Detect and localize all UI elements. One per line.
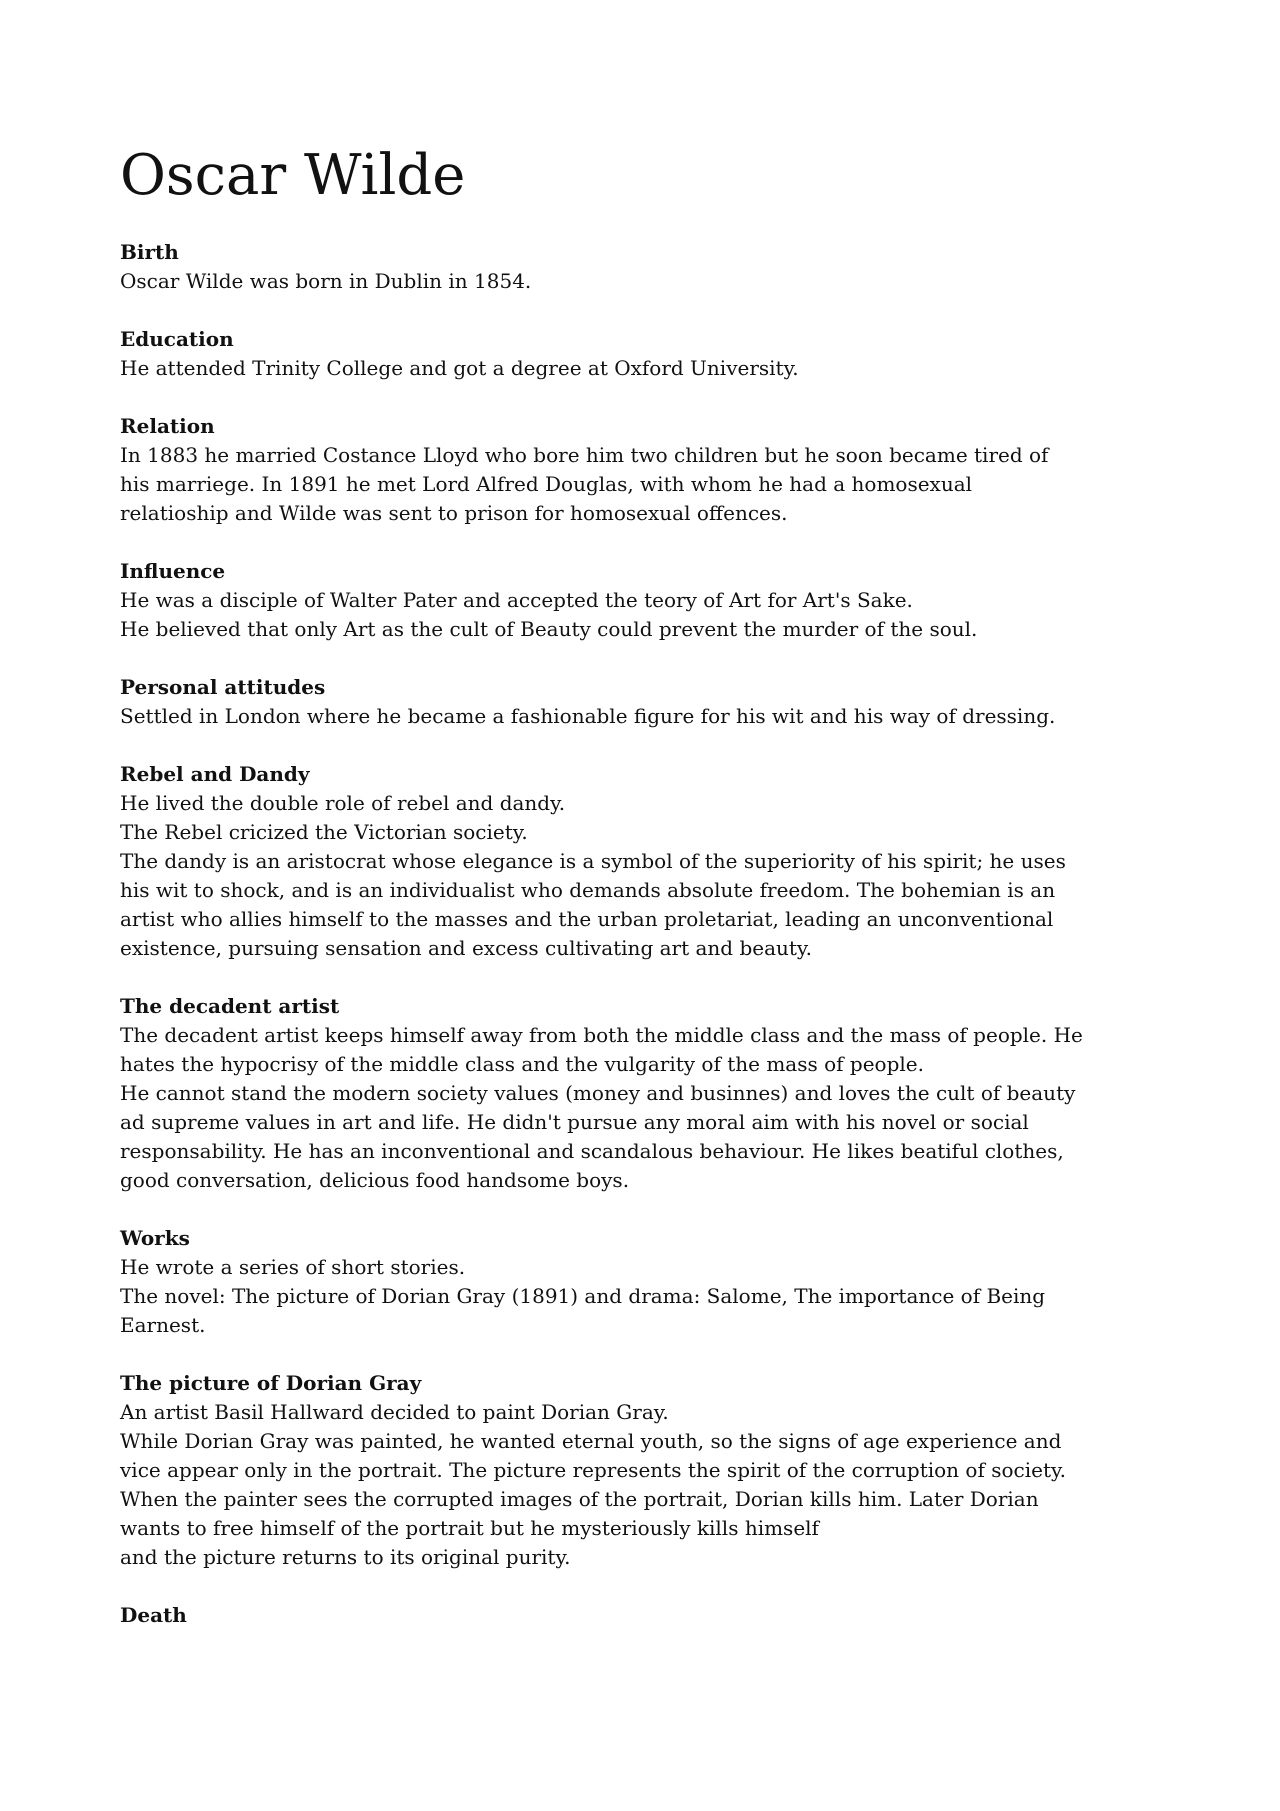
section-heading: Works (120, 1226, 190, 1250)
section-education (120, 325, 1180, 383)
section-the-picture-of-dorian-gray (120, 1369, 1180, 1572)
section-text-line: Settled in London where he became a fashionable figure for his wit and his way of dressing. (120, 704, 1056, 728)
section-relation (120, 412, 1180, 528)
section-text-line: The Rebel cricized the Victorian society. (120, 820, 528, 844)
section-heading: Personal attitudes (120, 675, 326, 699)
section-text-line: and the picture returns to its original purity. (120, 1545, 571, 1569)
section-text-line: responsability. He has an inconventional and scandalous behaviour. He likes beatiful clothes, (120, 1139, 1064, 1163)
section-text-line: his wit to shock, and is an individualist who demands absolute freedom. The bohemian is an (120, 878, 1056, 902)
section-heading: Influence (120, 559, 226, 583)
section-heading: Rebel and Dandy (120, 762, 310, 786)
section-text-line: relatioship and Wilde was sent to prison for homosexual offences. (120, 501, 788, 525)
section-text-line: artist who allies himself to the masses and the urban proletariat, leading an unconventional (120, 907, 1054, 931)
page-title: Oscar Wilde (120, 143, 466, 208)
section-text-line: Oscar Wilde was born in Dublin in 1854. (120, 269, 532, 293)
section-text-line: He lived the double role of rebel and dandy. (120, 791, 566, 815)
section-rebel-and-dandy (120, 760, 1180, 963)
section-text-line: When the painter sees the corrupted images of the portrait, Dorian kills him. Later Dorian (120, 1487, 1039, 1511)
section-text-line: He believed that only Art as the cult of Beauty could prevent the murder of the soul. (120, 617, 978, 641)
section-text-line: The novel: The picture of Dorian Gray (1891) and drama: Salome, The importance of Being (120, 1284, 1046, 1308)
section-text-line: While Dorian Gray was painted, he wanted eternal youth, so the signs of age experience and (120, 1429, 1062, 1453)
section-heading: The decadent artist (120, 994, 340, 1018)
section-personal-attitudes (120, 673, 1180, 731)
section-heading: Birth (120, 240, 179, 264)
section-text-line: wants to free himself of the portrait but he mysteriously kills himself (120, 1516, 819, 1540)
section-heading: The picture of Dorian Gray (120, 1371, 422, 1395)
section-text-line: He attended Trinity College and got a degree at Oxford University. (120, 356, 799, 380)
section-text-line: The decadent artist keeps himself away from both the middle class and the mass of people. He (120, 1023, 1083, 1047)
section-the-decadent-artist (120, 992, 1180, 1195)
section-text-line: vice appear only in the portrait. The picture represents the spirit of the corruption of society. (120, 1458, 1066, 1482)
section-text-line: He cannot stand the modern society values (money and businnes) and loves the cult of beauty (120, 1081, 1076, 1105)
sections-container (120, 238, 1180, 1630)
section-text-line: hates the hypocrisy of the middle class and the vulgarity of the mass of people. (120, 1052, 924, 1076)
section-text-line: An artist Basil Hallward decided to paint Dorian Gray. (120, 1400, 669, 1424)
document-content (120, 143, 1180, 1659)
section-text-line: He was a disciple of Walter Pater and accepted the teory of Art for Art's Sake. (120, 588, 913, 612)
section-text-line: The dandy is an aristocrat whose elegance is a symbol of the superiority of his spirit; he uses (120, 849, 1066, 873)
section-text-line: existence, pursuing sensation and excess cultivating art and beauty. (120, 936, 812, 960)
section-works (120, 1224, 1180, 1340)
section-text-line: In 1883 he married Costance Lloyd who bore him two children but he soon became tired of (120, 443, 1049, 467)
section-heading: Relation (120, 414, 215, 438)
section-text-line: He wrote a series of short stories. (120, 1255, 466, 1279)
section-text-line: Earnest. (120, 1313, 206, 1337)
section-text-line: good conversation, delicious food handsome boys. (120, 1168, 630, 1192)
section-text-line: his marriege. In 1891 he met Lord Alfred Douglas, with whom he had a homosexual (120, 472, 973, 496)
section-heading: Death (120, 1603, 187, 1627)
section-birth (120, 238, 1180, 296)
section-death (120, 1601, 1180, 1630)
section-text-line: ad supreme values in art and life. He didn't pursue any moral aim with his novel or social (120, 1110, 1029, 1134)
section-influence (120, 557, 1180, 644)
section-heading: Education (120, 327, 234, 351)
